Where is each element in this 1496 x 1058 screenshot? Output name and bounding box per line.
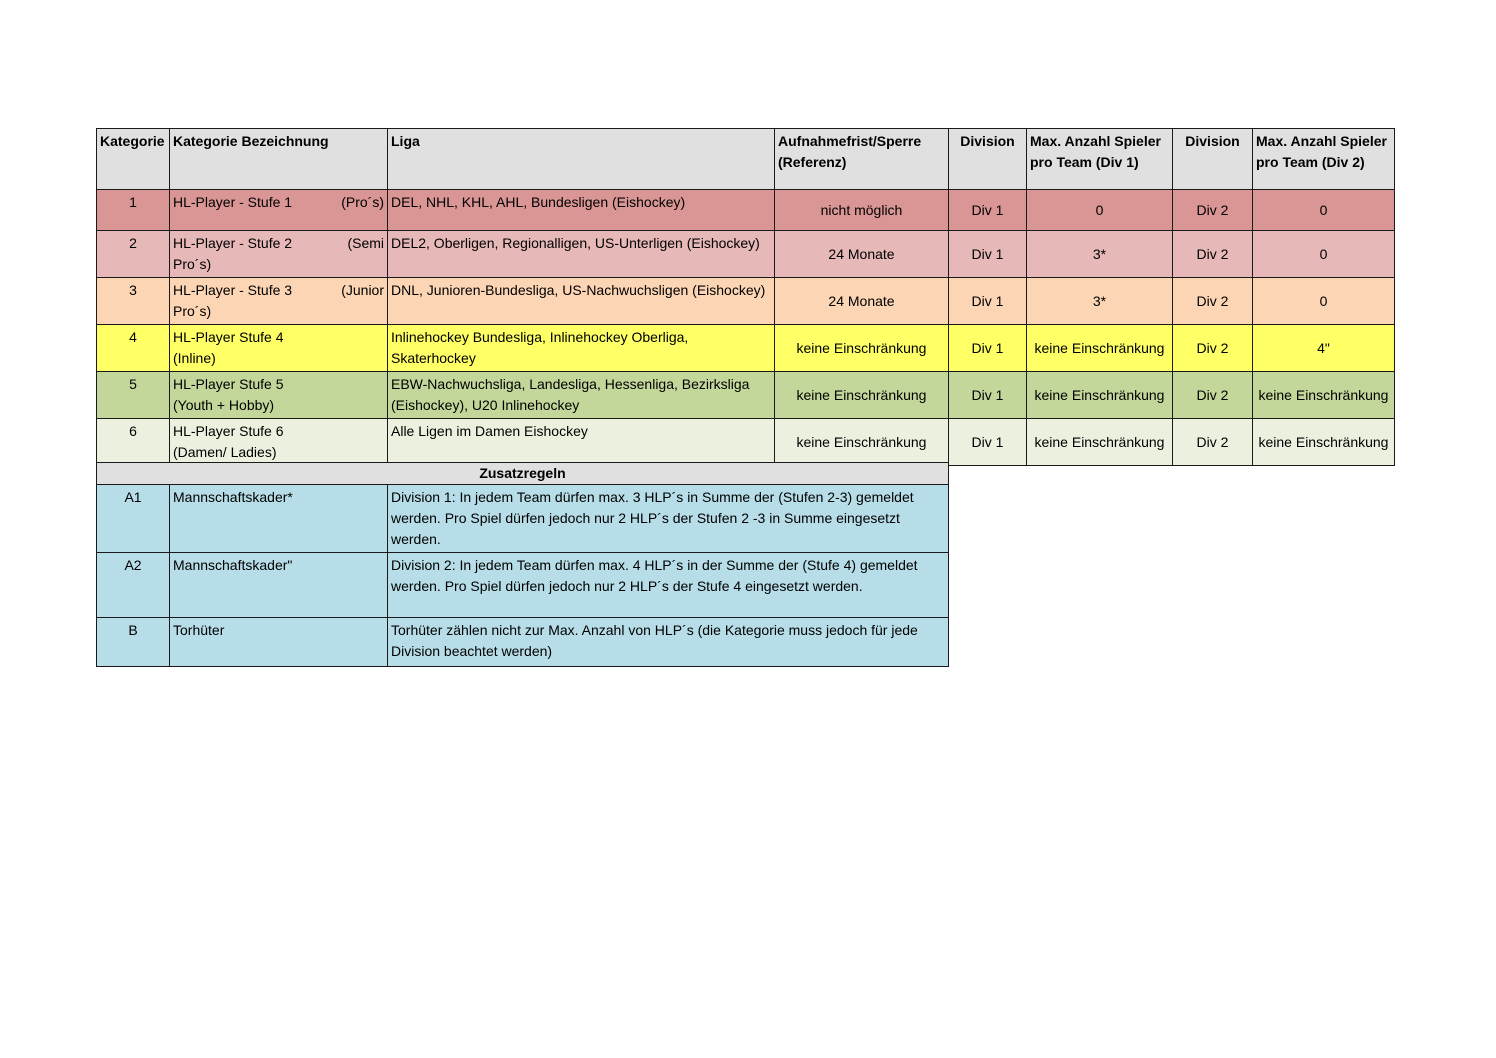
category-table	[96, 128, 1395, 466]
cell-div1: Div 1	[949, 231, 1027, 278]
table-row	[97, 278, 1395, 325]
header-division-2: Division	[1173, 129, 1253, 190]
cell-div1: Div 1	[949, 190, 1027, 231]
name-line2: (Damen/ Ladies)	[173, 444, 277, 460]
cell-aufnahme: 24 Monate	[775, 231, 949, 278]
table-row	[97, 372, 1395, 419]
rule-text: Torhüter zählen nicht zur Max. Anzahl von HLP´s (die Kategorie muss jedoch für jede Division beachtet werden)	[388, 618, 949, 667]
cell-max2: keine Einschränkung	[1253, 419, 1395, 466]
cell-liga: DEL, NHL, KHL, AHL, Bundesligen (Eishockey)	[388, 190, 775, 231]
name-suffix: (Pro´s)	[341, 194, 384, 210]
rules-header-row	[97, 463, 949, 485]
rules-table	[96, 462, 949, 667]
cell-max2: 4"	[1253, 325, 1395, 372]
rule-code: A1	[97, 485, 170, 553]
cell-kategorie: 2	[97, 231, 170, 278]
cell-aufnahme: nicht möglich	[775, 190, 949, 231]
name-text: HL-Player Stufe 5	[173, 376, 284, 392]
table-header-row	[97, 129, 1395, 190]
cell-liga: Inlinehockey Bundesliga, Inlinehockey Oberliga, Skaterhockey	[388, 325, 775, 372]
cell-max2: 0	[1253, 190, 1395, 231]
cell-max1: keine Einschränkung	[1027, 325, 1173, 372]
name-line2: Pro´s)	[173, 303, 212, 319]
rules-title: Zusatzregeln	[97, 463, 949, 485]
cell-kategorie: 5	[97, 372, 170, 419]
name-text: HL-Player - Stufe 3	[173, 282, 293, 298]
cell-aufnahme: 24 Monate	[775, 278, 949, 325]
rule-code: A2	[97, 553, 170, 618]
table-row	[97, 231, 1395, 278]
rules-row	[97, 553, 949, 618]
cell-div2: Div 2	[1173, 278, 1253, 325]
rules-row	[97, 485, 949, 553]
name-text: HL-Player - Stufe 1	[173, 194, 293, 210]
cell-name	[170, 372, 388, 419]
table-row	[97, 325, 1395, 372]
cell-max1: keine Einschränkung	[1027, 372, 1173, 419]
cell-div2: Div 2	[1173, 372, 1253, 419]
rules-row	[97, 618, 949, 667]
cell-aufnahme: keine Einschränkung	[775, 419, 949, 466]
cell-liga: DEL2, Oberligen, Regionalligen, US-Unterligen (Eishockey)	[388, 231, 775, 278]
cell-div1: Div 1	[949, 278, 1027, 325]
cell-max2: 0	[1253, 278, 1395, 325]
cell-liga: EBW-Nachwuchsliga, Landesliga, Hessenliga, Bezirksliga (Eishockey), U20 Inlinehockey	[388, 372, 775, 419]
name-suffix: (Junior	[341, 282, 384, 298]
header-division-1: Division	[949, 129, 1027, 190]
cell-liga: DNL, Junioren-Bundesliga, US-Nachwuchsligen (Eishockey)	[388, 278, 775, 325]
name-suffix: (Semi	[347, 235, 384, 251]
rule-text: Division 1: In jedem Team dürfen max. 3 HLP´s in Summe der (Stufen 2-3) gemeldet werden. Pro Spiel dürfen jedoch nur 2 HLP´s der Stufen 2 -3 in Summe eingesetzt werden.	[388, 485, 949, 553]
header-max-div2: Max. Anzahl Spieler pro Team (Div 2)	[1253, 129, 1395, 190]
header-aufnahme: Aufnahmefrist/Sperre (Referenz)	[775, 129, 949, 190]
table-row	[97, 190, 1395, 231]
cell-div1: Div 1	[949, 325, 1027, 372]
cell-kategorie: 3	[97, 278, 170, 325]
header-bezeichnung: Kategorie Bezeichnung	[170, 129, 388, 190]
cell-aufnahme: keine Einschränkung	[775, 372, 949, 419]
name-text: HL-Player Stufe 6	[173, 423, 284, 439]
cell-max1: 3*	[1027, 231, 1173, 278]
cell-div2: Div 2	[1173, 325, 1253, 372]
cell-name	[170, 231, 388, 278]
rule-name: Torhüter	[170, 618, 388, 667]
cell-div2: Div 2	[1173, 419, 1253, 466]
rule-code: B	[97, 618, 170, 667]
cell-max2: 0	[1253, 231, 1395, 278]
rule-text: Division 2: In jedem Team dürfen max. 4 HLP´s in der Summe der (Stufe 4) gemeldet werden. Pro Spiel dürfen jedoch nur 2 HLP´s der Stufe 4 eingesetzt werden.	[388, 553, 949, 618]
cell-name	[170, 190, 388, 231]
cell-div2: Div 2	[1173, 231, 1253, 278]
name-text: HL-Player Stufe 4	[173, 329, 284, 345]
name-line2: (Inline)	[173, 350, 216, 366]
cell-max2: keine Einschränkung	[1253, 372, 1395, 419]
cell-div1: Div 1	[949, 419, 1027, 466]
name-text: HL-Player - Stufe 2	[173, 235, 293, 251]
table-row	[97, 419, 1395, 466]
name-line2: (Youth + Hobby)	[173, 397, 275, 413]
cell-aufnahme: keine Einschränkung	[775, 325, 949, 372]
rule-name: Mannschaftskader"	[170, 553, 388, 618]
cell-name	[170, 325, 388, 372]
cell-name	[170, 419, 388, 466]
cell-div2: Div 2	[1173, 190, 1253, 231]
name-line2: Pro´s)	[173, 256, 212, 272]
cell-kategorie: 4	[97, 325, 170, 372]
header-kategorie: Kategorie	[97, 129, 170, 190]
cell-kategorie: 6	[97, 419, 170, 466]
cell-kategorie: 1	[97, 190, 170, 231]
cell-name	[170, 278, 388, 325]
cell-max1: 3*	[1027, 278, 1173, 325]
header-max-div1: Max. Anzahl Spieler pro Team (Div 1)	[1027, 129, 1173, 190]
cell-div1: Div 1	[949, 372, 1027, 419]
cell-max1: 0	[1027, 190, 1173, 231]
header-liga: Liga	[388, 129, 775, 190]
cell-max1: keine Einschränkung	[1027, 419, 1173, 466]
rule-name: Mannschaftskader*	[170, 485, 388, 553]
cell-liga: Alle Ligen im Damen Eishockey	[388, 419, 775, 466]
